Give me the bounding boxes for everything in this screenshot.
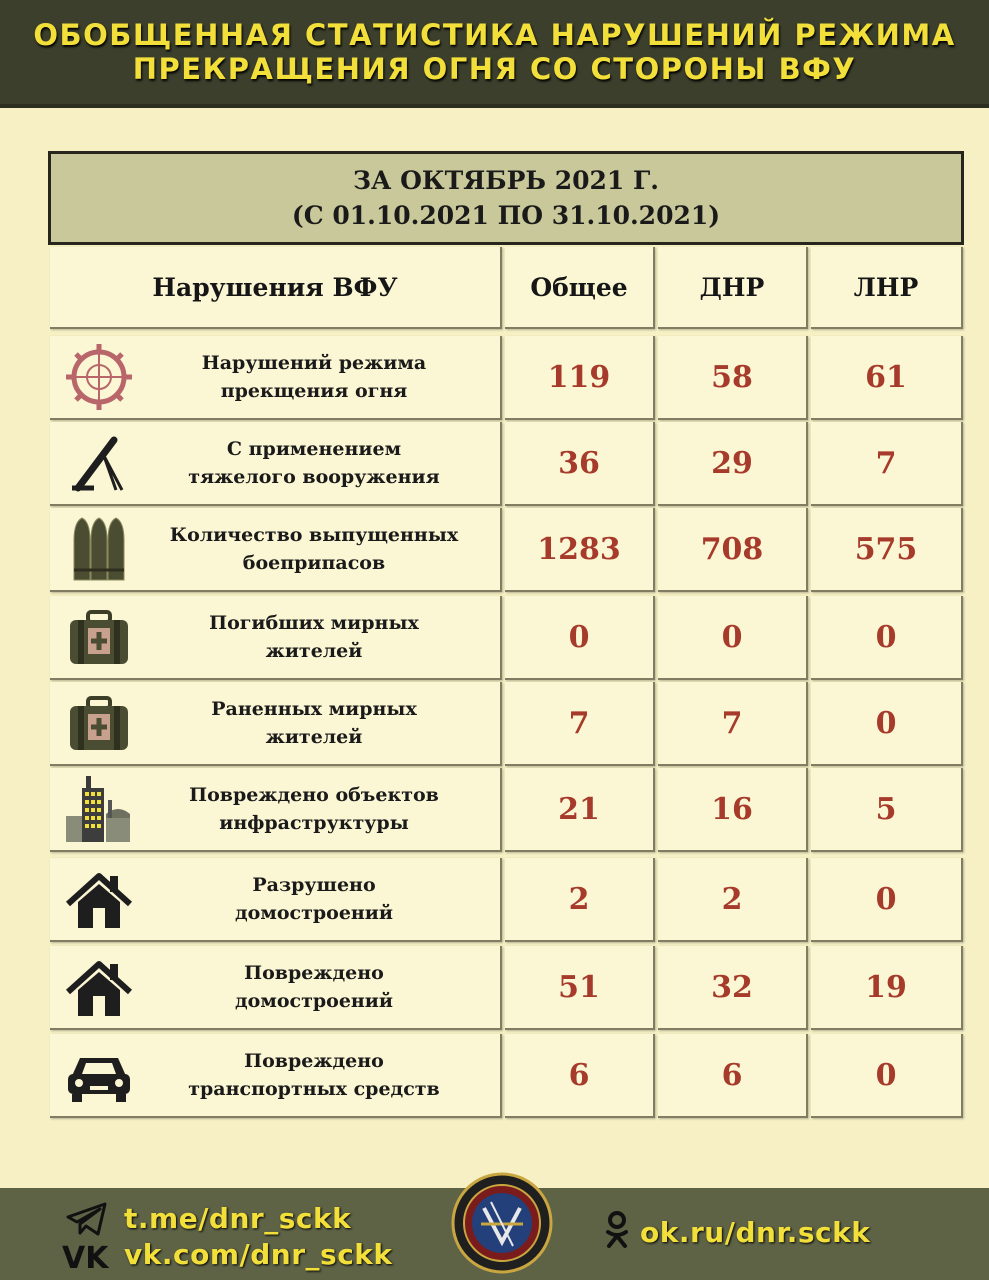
value-lnr: 0 [811, 1034, 963, 1118]
value-total: 21 [505, 768, 655, 852]
value-total: 6 [505, 1034, 655, 1118]
value-total: 2 [505, 858, 655, 942]
row-label-line-2: жителей [265, 726, 363, 748]
row-label-line-1: С применением [226, 438, 402, 460]
column-header-violations: Нарушения ВФУ [50, 247, 502, 329]
row-label-cell [50, 508, 502, 592]
value-lnr: 5 [811, 768, 963, 852]
page-header [0, 0, 989, 108]
period-banner [48, 151, 964, 245]
row-label-cell [50, 422, 502, 506]
value-dnr: 2 [658, 858, 808, 942]
row-label-line-1: Количество выпущенных [169, 524, 459, 546]
header-title-line-1: ОБОБЩЕННАЯ СТАТИСТИКА НАРУШЕНИЙ РЕЖИМА [33, 18, 956, 52]
row-label-line-1: Погибших мирных [209, 612, 419, 634]
row-label [138, 596, 490, 678]
value-dnr: 16 [658, 768, 808, 852]
row-label [138, 422, 490, 504]
row-label-cell [50, 682, 502, 766]
value-dnr: 6 [658, 1034, 808, 1118]
row-label-cell [50, 858, 502, 942]
row-label [138, 508, 490, 590]
value-dnr: 7 [658, 682, 808, 766]
value-lnr: 61 [811, 336, 963, 420]
row-label-line-2: тяжелого вооружения [188, 466, 440, 488]
value-total: 0 [505, 596, 655, 680]
column-header-lnr: ЛНР [811, 247, 963, 329]
row-label-line-2: прекщения огня [220, 380, 408, 402]
row-label-line-1: Повреждено объектов [189, 784, 439, 806]
row-label-line-1: Повреждено [244, 962, 384, 984]
row-label-line-1: Нарушений режима [201, 352, 427, 374]
row-label-line-1: Раненных мирных [211, 698, 417, 720]
medical-kit-icon [64, 688, 134, 758]
row-label-cell [50, 946, 502, 1030]
row-label-cell [50, 1034, 502, 1118]
column-header-dnr: ДНР [658, 247, 808, 329]
row-label-line-2: транспортных средств [188, 1078, 440, 1100]
row-label-line-2: боеприпасов [242, 552, 386, 574]
house-icon [64, 952, 134, 1022]
row-label-line-2: домостроений [235, 902, 393, 924]
row-label [138, 1034, 490, 1116]
row-label-cell [50, 336, 502, 420]
value-dnr: 32 [658, 946, 808, 1030]
factory-icon [64, 774, 134, 844]
row-label [138, 858, 490, 940]
row-label-line-2: домостроений [235, 990, 393, 1012]
value-lnr: 575 [811, 508, 963, 592]
target-icon [64, 342, 134, 412]
header-title-line-2: ПРЕКРАЩЕНИЯ ОГНЯ СО СТОРОНЫ ВФУ [132, 52, 857, 86]
row-label-line-1: Разрушено [252, 874, 376, 896]
vk-link[interactable]: vk.com/dnr_sckk [124, 1238, 393, 1271]
value-total: 1283 [505, 508, 655, 592]
row-label-line-2: инфраструктуры [219, 812, 409, 834]
row-label [138, 768, 490, 850]
value-total: 119 [505, 336, 655, 420]
value-dnr: 708 [658, 508, 808, 592]
row-label [138, 682, 490, 764]
value-dnr: 58 [658, 336, 808, 420]
value-total: 51 [505, 946, 655, 1030]
telegram-link[interactable]: t.me/dnr_sckk [124, 1202, 352, 1235]
value-dnr: 0 [658, 596, 808, 680]
row-label [138, 946, 490, 1028]
value-total: 7 [505, 682, 655, 766]
medical-kit-icon [64, 602, 134, 672]
period-range: (С 01.10.2021 ПО 31.10.2021) [291, 201, 721, 230]
emblem-icon [451, 1172, 553, 1274]
odnoklassniki-icon [604, 1210, 630, 1250]
row-label-line-2: жителей [265, 640, 363, 662]
period-month: ЗА ОКТЯБРЬ 2021 Г. [352, 166, 659, 195]
car-icon [64, 1040, 134, 1110]
row-label [138, 336, 490, 418]
ammunition-icon [64, 514, 134, 584]
value-lnr: 0 [811, 596, 963, 680]
vk-icon [62, 1242, 114, 1272]
page-footer [0, 1188, 989, 1280]
telegram-icon [66, 1202, 108, 1236]
value-lnr: 19 [811, 946, 963, 1030]
value-dnr: 29 [658, 422, 808, 506]
house-icon [64, 864, 134, 934]
row-label-cell [50, 596, 502, 680]
column-header-total: Общее [505, 247, 655, 329]
value-lnr: 0 [811, 682, 963, 766]
row-label-line-1: Повреждено [244, 1050, 384, 1072]
mortar-icon [64, 428, 134, 498]
value-lnr: 0 [811, 858, 963, 942]
svg-text:VK: VK [62, 1242, 109, 1272]
value-lnr: 7 [811, 422, 963, 506]
odnoklassniki-link[interactable]: ok.ru/dnr.sckk [640, 1216, 871, 1249]
value-total: 36 [505, 422, 655, 506]
row-label-cell [50, 768, 502, 852]
